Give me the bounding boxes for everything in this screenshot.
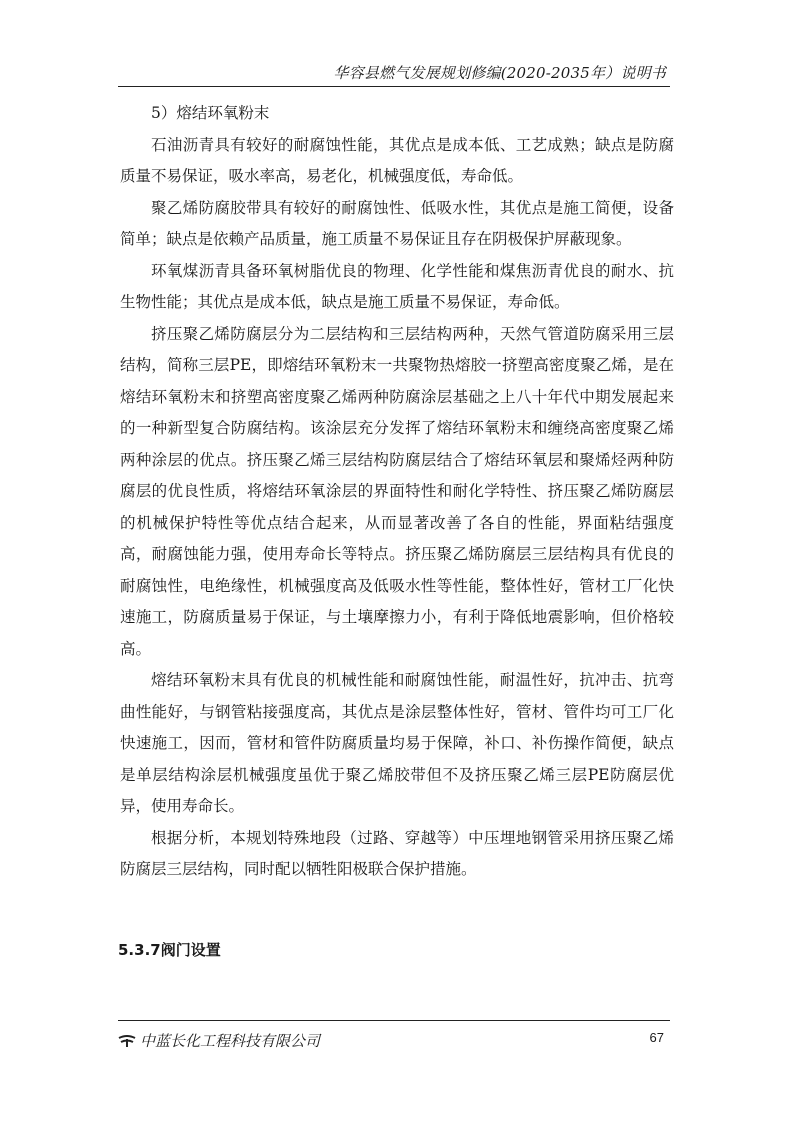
paragraph-coal-tar-epoxy: 环氧煤沥青具备环氧树脂优良的物理、化学性能和煤焦沥青优良的耐水、抗生物性能；其优点是成本低，缺点是施工质量不易保证，寿命低。 <box>120 261 674 311</box>
paragraph-conclusion: 根据分析，本规划特殊地段（过路、穿越等）中压埋地钢管采用挤压聚乙烯防腐层三层结构，同时配以牺牲阳极联合保护措施。 <box>120 828 674 878</box>
header-title: 华容县燃气发展规划修编(2020-2035年）说明书 <box>333 64 666 82</box>
paragraph-pe-tape: 聚乙烯防腐胶带具有较好的耐腐蚀性、低吸水性，其优点是施工简便，设备简单；缺点是依赖产品质量，施工质量不易保证且存在阴极保护屏蔽现象。 <box>120 198 674 248</box>
footer-company <box>118 1030 320 1051</box>
section-heading: 5.3.7阀门设置 <box>118 941 221 959</box>
header-rule <box>118 86 670 87</box>
paragraph-fusion-bonded-epoxy: 熔结环氧粉末具有优良的机械性能和耐腐蚀性能，耐温性好，抗冲击、抗弯曲性能好，与钢管粘接强度高，其优点是涂层整体性好，管材、管件均可工厂化快速施工，因而，管材和管件防腐质量均易于保障，补口、补伤操作简便，缺点是单层结构涂层机械强度虽优于聚乙烯胶带但不及挤压聚乙烯三层PE防腐层优异，使用寿命长。 <box>120 671 674 815</box>
document-body <box>120 98 674 886</box>
page-number: 67 <box>649 1030 664 1045</box>
company-logo-icon <box>118 1034 136 1048</box>
subsection-title: 5）熔结环氧粉末 <box>151 104 270 122</box>
paragraph-asphalt: 石油沥青具有较好的耐腐蚀性能，其优点是成本低、工艺成熟；缺点是防腐质量不易保证，吸水率高，易老化，机械强度低，寿命低。 <box>120 135 674 185</box>
company-name: 中蓝长化工程科技有限公司 <box>140 1032 321 1050</box>
footer-rule <box>118 1020 670 1021</box>
paragraph-three-layer-pe: 挤压聚乙烯防腐层分为二层结构和三层结构两种，天然气管道防腐采用三层结构，简称三层PE，即熔结环氧粉末一共聚物热熔胶一挤塑高密度聚乙烯，是在熔结环氧粉末和挤塑高密度聚乙烯两种防腐涂层基础之上八十年代中期发展起来的一种新型复合防腐结构。该涂层充分发挥了熔结环氧粉末和缠绕高密度聚乙烯两种涂层的优点。挤压聚乙烯三层结构防腐层结合了熔结环氧层和聚烯烃两种防腐层的优良性质，将熔结环氧涂层的界面特性和耐化学特性、挤压聚乙烯防腐层的机械保护特性等优点结合起来，从而显著改善了各自的性能，界面粘结强度高，耐腐蚀能力强，使用寿命长等特点。挤压聚乙烯防腐层三层结构具有优良的耐腐蚀性，电绝缘性，机械强度高及低吸水性等性能，整体性好，管材工厂化快速施工，防腐质量易于保证，与土壤摩擦力小，有利于降低地震影响，但价格较高。 <box>120 324 674 658</box>
